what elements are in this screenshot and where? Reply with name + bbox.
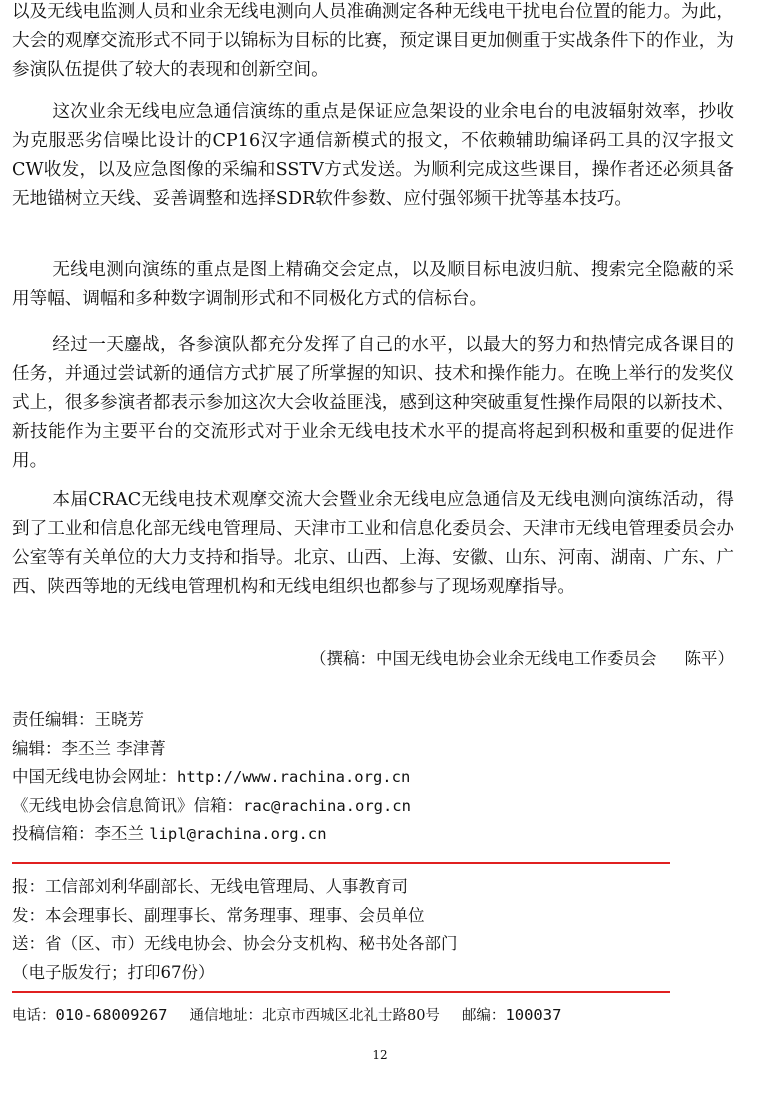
paragraph-3: 无线电测向演练的重点是图上精确交会定点，以及顺目标电波归航、搜索完全隐蔽的采用等幅、调幅和多种数字调制形式和不同极化方式的信标台。 [12, 260, 734, 309]
newsletter-email-link[interactable]: rac@rachina.org.cn [243, 796, 411, 815]
red-divider-bottom [12, 991, 670, 993]
send-to-line: 发：本会理事长、副理事长、常务理事、理事、会员单位 [12, 905, 425, 925]
editors-line: 编辑：李丕兰 李津菁 [12, 738, 166, 758]
page-number: 12 [372, 1048, 388, 1062]
paragraph-1-continued: 以及无线电监测人员和业余无线电测向人员准确测定各种无线电干扰电台位置的能力。为此，大会的观摩交流形式不同于以锦标为目标的比赛，预定课目更加侧重于实战条件下的作业，为参演队伍提供了较大的表现和创新空间。 [12, 2, 734, 80]
print-note: （电子版发行；打印67份） [12, 962, 215, 982]
website-line: 中国无线电协会网址：http://www.rachina.org.cn [12, 767, 411, 786]
chief-editor-line: 责任编辑：王晓芳 [12, 710, 144, 729]
paragraph-2: 这次业余无线电应急通信演练的重点是保证应急架设的业余电台的电波辐射效率，抄收为克服恶劣信噪比设计的CP16汉字通信新模式的报文，不依赖辅助编译码工具的汉字报文CW收发，以及应急图像的采编和SSTV方式发送。为顺利完成这些课目，操作者还必须具备无地锚树立天线、妥善调整和选择SDR软件参数、应付强邻频干扰等基本技巧。 [12, 102, 734, 209]
phone-number: 010-68009267 [55, 1006, 168, 1024]
submission-email-line: 投稿信箱：李丕兰 lipl@rachina.org.cn [12, 824, 327, 843]
deliver-to-line: 送：省（区、市）无线电协会、协会分支机构、秘书处各部门 [12, 934, 458, 953]
postal-code: 100037 [505, 1006, 562, 1024]
distribution-list [12, 873, 732, 987]
contact-line: 电话：010-68009267 通信地址：北京市西城区北礼士路80号 邮编：100037 [12, 1006, 562, 1024]
red-divider-top [12, 862, 670, 864]
author-signature: （撰稿：中国无线电协会业余无线电工作委员会 陈平） [310, 649, 734, 668]
paragraph-5: 本届CRAC无线电技术观摩交流大会暨业余无线电应急通信及无线电测向演练活动，得到了工业和信息化部无线电管理局、天津市工业和信息化委员会、天津市无线电管理委员会办公室等有关单位的大力支持和指导。北京、山西、上海、安徽、山东、河南、湖南、广东、广西、陕西等地的无线电管理机构和无线电组织也都参与了现场观摩指导。 [12, 490, 734, 597]
paragraph-4: 经过一天鏖战，各参演队都充分发挥了自己的水平，以最大的努力和热情完成各课目的任务，并通过尝试新的通信方式扩展了所掌握的知识、技术和操作能力。在晚上举行的发奖仪式上，很多参演者都表示参加这次大会收益匪浅，感到这种突破重复性操作局限的以新技术、新技能作为主要平台的交流形式对于业余无线电技术水平的提高将起到积极和重要的促进作用。 [12, 335, 734, 471]
editorial-info [12, 706, 732, 849]
submission-email-link[interactable]: lipl@rachina.org.cn [149, 825, 327, 843]
report-to-line: 报：工信部刘利华副部长、无线电管理局、人事教育司 [12, 877, 408, 896]
website-link[interactable]: http://www.rachina.org.cn [177, 768, 411, 786]
newsletter-email-line: 《无线电协会信息简讯》信箱：rac@rachina.org.cn [12, 795, 411, 815]
postal-address: 北京市西城区北礼士路80号 [261, 1008, 440, 1024]
